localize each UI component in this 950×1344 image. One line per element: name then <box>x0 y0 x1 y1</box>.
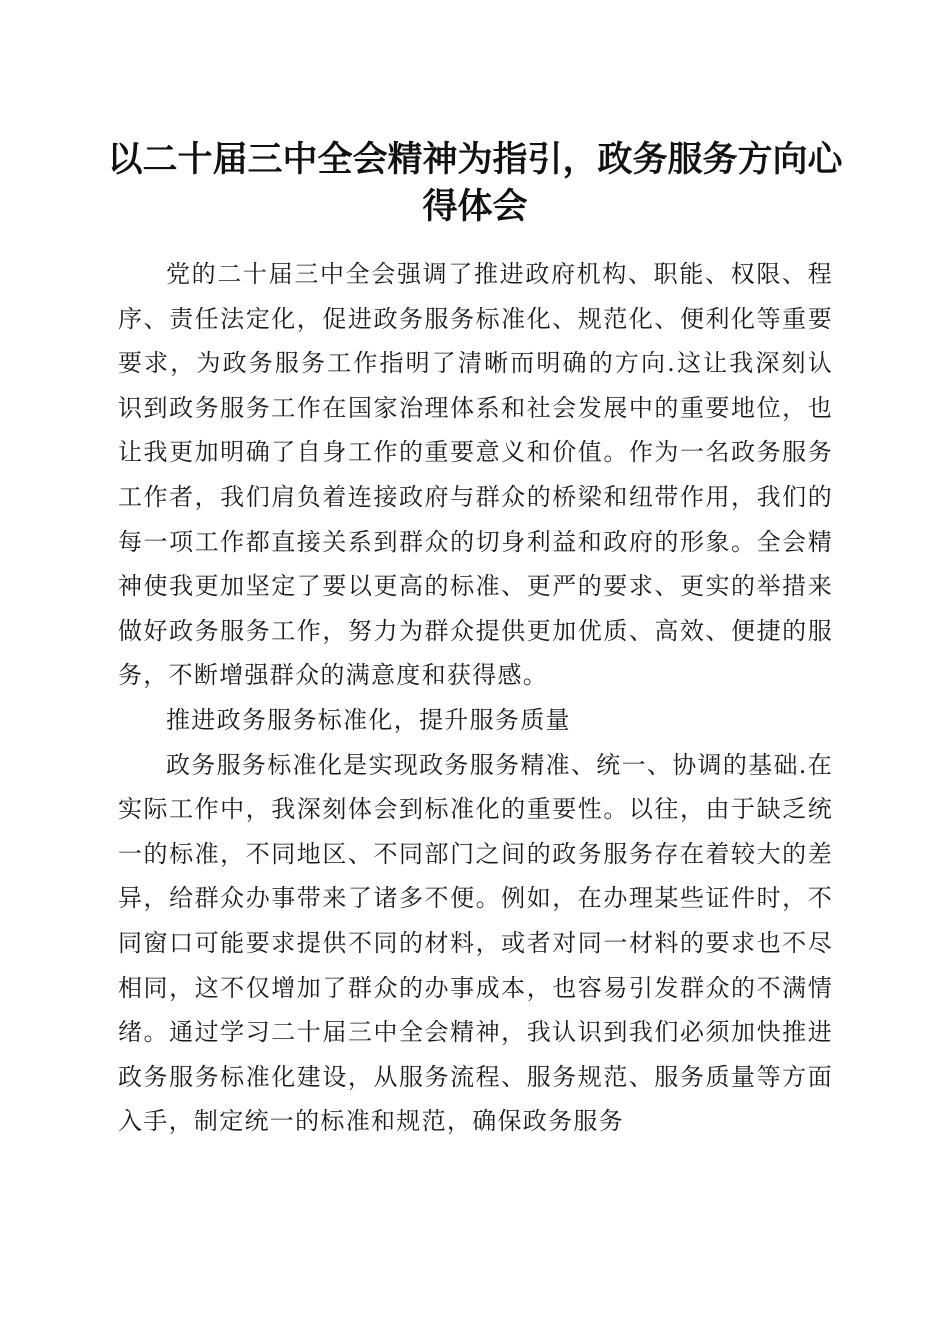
section-heading: 推进政务服务标准化，提升服务质量 <box>166 705 571 734</box>
paragraph-standardization: 政务服务标准化是实现政务服务精准、统一、协调的基础.在实际工作中，我深刻体会到标准化的重要性。以往，由于缺乏统一的标准，不同地区、不同部门之间的政务服务存在着较大的差异，给群众办事带来了诸多不便。例如，在办理某些证件时，不同窗口可能要求提供不同的材料，或者对同一材料的要求也不尽相同，这不仅增加了群众的办事成本，也容易引发群众的不满情绪。通过学习二十届三中全会精神，我认识到我们必须加快推进政务服务标准化建设，从服务流程、服务规范、服务质量等方面入手，制定统一的标准和规范，确保政务服务 <box>118 750 833 1136</box>
document-body <box>118 252 833 1144</box>
paragraph-intro: 党的二十届三中全会强调了推进政府机构、职能、权限、程序、责任法定化，促进政务服务标准化、规范化、便利化等重要要求，为政务服务工作指明了清晰而明确的方向.这让我深刻认识到政务服务工作在国家治理体系和社会发展中的重要地位，也让我更加明确了自身工作的重要意义和价值。作为一名政务服务工作者，我们肩负着连接政府与群众的桥梁和纽带作用，我们的每一项工作都直接关系到群众的切身利益和政府的形象。全会精神使我更加坚定了要以更高的标准、更严的要求、更实的举措来做好政务服务工作，努力为群众提供更加优质、高效、便捷的服务，不断增强群众的满意度和获得感。 <box>118 260 833 690</box>
document-title: 以二十届三中全会精神为指引，政务服务方向心得体会 <box>107 139 843 227</box>
